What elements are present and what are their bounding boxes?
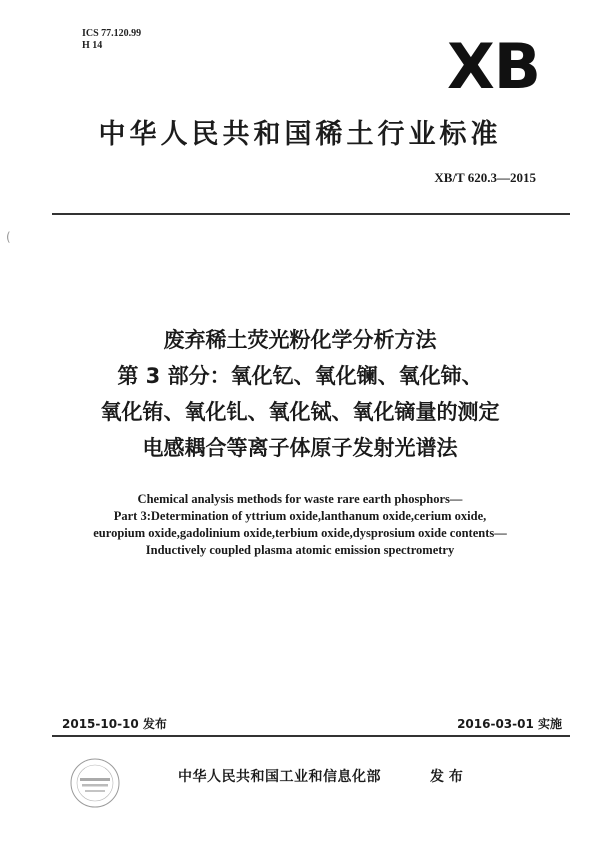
publish-label: 发 布	[430, 769, 463, 785]
title-en-line: europium oxide,gadolinium oxide,terbium oxide,dysprosium oxide contents—	[93, 526, 507, 540]
title-en-line: Part 3:Determination of yttrium oxide,lanthanum oxide,cerium oxide,	[113, 509, 487, 523]
issue-date: 2015-10-10 发布	[62, 717, 167, 731]
ics-code-block	[82, 28, 141, 52]
title-english	[0, 491, 600, 559]
title-zh-line: 氧化铕、氧化钆、氧化铽、氧化镝量的测定	[100, 400, 500, 424]
standard-title: 中华人民共和国稀土行业标准	[98, 119, 502, 150]
implementation-date: 2016-03-01 实施	[457, 717, 562, 731]
top-divider	[52, 213, 570, 215]
title-zh-line: 电感耦合等离子体原子发射光谱法	[142, 436, 458, 460]
library-stamp-icon	[68, 756, 122, 810]
bottom-divider	[52, 735, 570, 737]
publisher-name: 中华人民共和国工业和信息化部	[178, 769, 381, 785]
title-chinese	[0, 322, 600, 466]
title-zh-line: 废弃稀土荧光粉化学分析方法	[163, 328, 437, 352]
standard-number: XB/T 620.3—2015	[434, 170, 536, 185]
title-en-line: Inductively coupled plasma atomic emission spectrometry	[145, 543, 455, 557]
title-en-line: Chemical analysis methods for waste rare earth phosphors—	[137, 492, 463, 506]
ccs-code: H 14	[82, 40, 103, 51]
scan-edge-mark: (	[6, 230, 11, 244]
title-zh-line: 第 3 部分：氧化钇、氧化镧、氧化铈、	[117, 364, 483, 388]
xb-logo: XB	[446, 30, 540, 103]
ics-code: ICS 77.120.99	[82, 28, 142, 39]
